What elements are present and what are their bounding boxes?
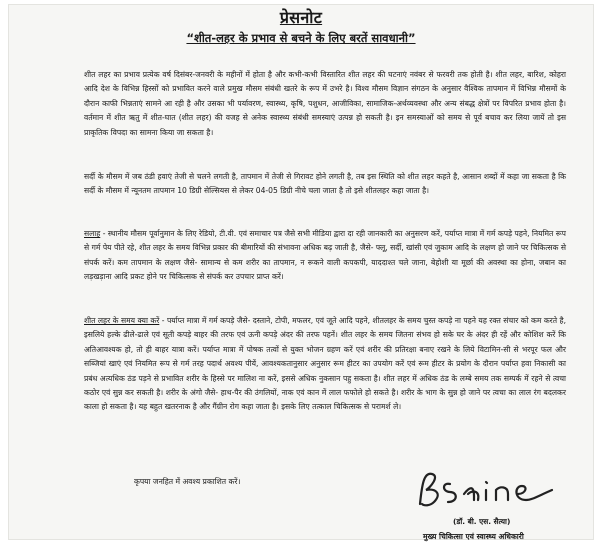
dos-lead: शीत लहर के समय क्या करें (84, 316, 160, 325)
advice-lead: सलाह (84, 229, 101, 238)
paragraph-intro: शीत लहर का प्रभाव प्रत्येक वर्ष दिसंबर-जनवरी के महीनों में होता है और कभी-कभी विस्तारित शीत लहर की घटनाएं नवंबर से फरवरी तक होती है। शीत लहर, बारिश, कोहरा आदि देश के विभिन्न हिस्सों को प्रभावित करने वाले प्रमुख मौसम संबंधी खतरे के रूप में उभरे है। विश्व मौसम विज्ञान संगठन के अनुसार वैश्विक तापमान में विभिन्न मौसमों के दौरान काफी भिन्नताएं सामने आ रही है और उसका भी पर्यावरण, स्वास्थ्य, कृषि, पशुधन, आजीविका, सामाजिक-अर्थव्यवस्था और अन्य संबद्ध क्षेत्रों पर विपरित प्रभाव होता है। वर्तमान में शीत ऋतु में शीत-घात (शीत लहर) की वजह से अनेक स्वास्थ्य संबंधी समस्याएं उत्पन्न हो सकती है। इन समस्याओं को समय से पूर्व बचाव कर लिया जायें तो इस प्राकृतिक विपदा का सामना किया जा सकता है। (84, 70, 566, 137)
press-note-page (8, 4, 594, 540)
signature-image (412, 464, 562, 512)
press-note-title: प्रेसनोट (279, 8, 323, 27)
signatory-designation: मुख्य चिकित्सा एवं स्वास्थ्य अधिकारी (423, 532, 524, 541)
signatory-name: (डॉ. बी. एस. सैत्या) (453, 517, 511, 526)
press-note-subtitle: “शीत-लहर के प्रभाव से बचने के लिए बरतें सावधानी” (186, 31, 416, 45)
paragraph-advice (84, 227, 566, 285)
advice-text: - स्थानीय मौसम पूर्वानुमान के लिए रेडियो, टी.वी. एवं समाचार पत्र जैसे सभी मीडिया द्वारा दा रही जानकारी का अनुसरण करें, पर्याप्त मात्रा में गर्म कपड़े पहने, नियमित रूप से गर्म पेय पीते रहे, शीत लहर के समय विभिन्न प्रकार की बीमारियों की संभावना अधिक बढ़ जाती है, जैसे- फ्लू, सर्दी, खांसी एवं जुकाम आदि के लक्षण हो जाने पर चिकित्सक से संपर्क करें। कम तापमान के लक्षण जैसे- सामान्य से कम शरीर का तापमान, न रूकने वाली कपकपी, याददाश्त चले जाना, बेहोशी या मूर्छा की अवस्था का होना, जबान का लड़खड़ाना आदि प्रकट होने पर चिकित्सक से संपर्क कर उपचार प्राप्त करें। (84, 229, 566, 282)
paragraph-dos (84, 314, 566, 415)
publication-request: कृपया जनहित में अवश्य प्रकाशित करें। (134, 477, 241, 486)
dos-text: - पर्याप्त मात्रा में गर्म कपड़े जैसे- दस्ताने, टोपी, मफलर, एवं जूते आदि पहने, शीतलहर के समय चुस्त कपड़े ना पहने यह रक्त संचार को कम करते है, इसलिये हल्के ढीले-ढाले एवं सूती कपड़े बाहर की तरफ एवं ऊनी कपड़े अंदर की तरफ पहनें। शीत लहर के समय जितना संभव हो सके घर के अंदर ही रहें और कोशिश करें कि अतिआवश्यक हो, तो ही बाहर यात्रा करें। पर्याप्त मात्रा में पोषक तत्वों से युक्त भोजन ग्रहण करें एवं शरीर की प्रतिरक्षा बनाए रखने के लिये विटामिन-सी से भरपूर फल और सब्जियां खाएं एवं नियमित रूप से गर्म तरह पदार्थ अवश्य पीयें, आवश्यकतानुसार अनुसार रूम हीटर का उपयोग करें एवं रूम हीटर के प्रयोग के दौरान पर्याप्त हवा निकासी का प्रबंध अत्यधिक ठंड पड़ने से प्रभावित शरीर के हिस्से पर मालिश ना करें, इससे अधिक नुकसान पहु सकता है। शीत लहर में अधिक ठंड के लम्बे समय तक सम्पर्क में रहने से त्वचा कठोर एवं सुन्न कर सकती है। शरीर के अंगो जैसे- हाथ-पैर की उंगलियों, नाक एवं कान में लाल फफोले हो सकते है। शरीर के भाग के सुन्न हो जाने पर त्वचा का लाल रंग बदलकर काला हो सकता है। यह बहुत खतरनाक है और गैंग्रीन रोग कहा जाता है। इसके लिए तत्काल चिकित्सक से परामर्श ले। (84, 316, 566, 412)
paragraph-definition: सर्दी के मौसम में जब ठंडी हवाएं तेजी से चलने लगती है, तापमान में तेजी से गिरावट होने लगती है, तब इस स्थिति को शीत लहर कहते है, आसान शब्दों में कहा जा सकता है कि सर्दी के मौसम में न्यूनतम तापमान 10 डिग्री सेल्सियस से लेकर 04-05 डिग्री नीचे चला जाता है तो इसे शीतलहर कहा जाता है। (84, 172, 566, 196)
